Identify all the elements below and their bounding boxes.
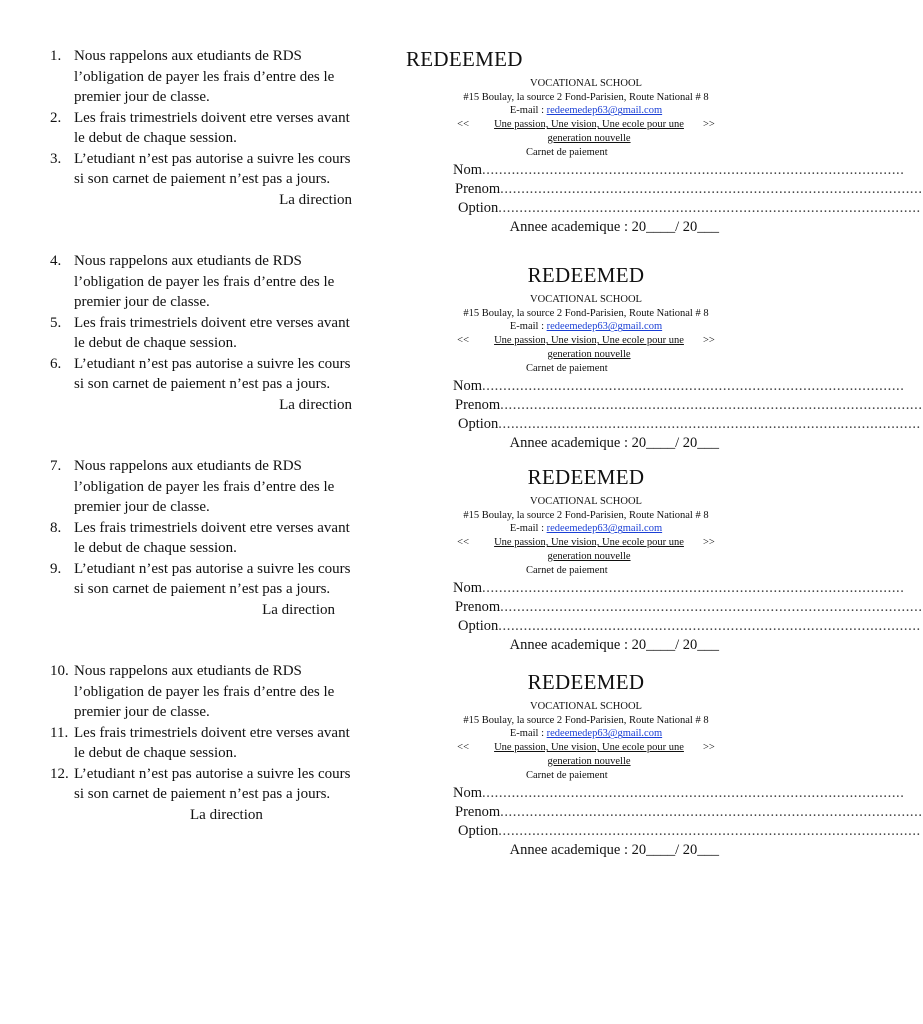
email-link[interactable]: redeemedep63@gmail.com xyxy=(546,321,663,333)
signature: La direction xyxy=(279,191,352,208)
nom-field[interactable] xyxy=(453,377,905,396)
prenom-label: Prenom xyxy=(455,397,501,414)
slogan-text: Une passion, Une vision, Une ecole pour une generation nouvelle xyxy=(494,742,684,767)
school-name: VOCATIONAL SCHOOL xyxy=(530,496,642,507)
dotted-line: .................................................................................................... xyxy=(482,378,905,395)
option-field[interactable] xyxy=(458,415,921,434)
prenom-label: Prenom xyxy=(455,599,501,616)
payment-card-1 xyxy=(406,47,923,237)
nom-label: Nom xyxy=(453,785,482,802)
email-label: E-mail : xyxy=(509,728,547,740)
item-text: Nous rappelons aux etudiants de RDS l’obligation de payer les frais d’entre des le premier jour de classe. xyxy=(74,458,335,515)
address: #15 Boulay, la source 2 Fond-Parisien, Route National # 8 xyxy=(463,91,709,103)
item-text: Nous rappelons aux etudiants de RDS l’obligation de payer les frais d’entre des le premier jour de classe. xyxy=(74,48,335,105)
nom-label: Nom xyxy=(453,580,482,597)
slogan xyxy=(453,334,719,361)
notice-item xyxy=(50,723,360,764)
signature: La direction xyxy=(262,601,335,618)
email-label: E-mail : xyxy=(509,523,547,535)
item-number: 12. xyxy=(50,765,69,782)
slogan xyxy=(453,118,719,145)
dotted-line: .................................................................................................... xyxy=(482,162,905,179)
email-line xyxy=(453,104,719,118)
dotted-line: .................................................................................................... xyxy=(498,823,921,840)
prenom-label: Prenom xyxy=(455,181,501,198)
dotted-line: .................................................................................................... xyxy=(500,397,923,414)
notice-item xyxy=(50,559,360,600)
dotted-line: .................................................................................................... xyxy=(482,785,905,802)
item-number: 3. xyxy=(50,150,62,167)
slogan-open: << xyxy=(457,119,469,131)
nom-field[interactable] xyxy=(453,161,905,180)
nom-label: Nom xyxy=(453,162,482,179)
option-field[interactable] xyxy=(458,822,921,841)
carnet-label: Carnet de paiement xyxy=(526,362,608,374)
slogan-close: >> xyxy=(703,119,715,131)
slogan-open: << xyxy=(457,335,469,347)
prenom-field[interactable] xyxy=(455,598,923,617)
option-label: Option xyxy=(458,618,499,635)
item-number: 11. xyxy=(50,724,69,741)
item-number: 5. xyxy=(50,314,62,331)
item-number: 1. xyxy=(50,48,62,64)
item-number: 10. xyxy=(50,663,69,679)
academic-year: Annee academique : 20____/ 20___ xyxy=(509,435,719,452)
notice-item xyxy=(50,46,360,108)
email-label: E-mail : xyxy=(509,105,547,117)
notice-item xyxy=(50,354,360,395)
notice-item xyxy=(50,251,360,313)
dotted-line: .................................................................................................... xyxy=(498,416,921,433)
address: #15 Boulay, la source 2 Fond-Parisien, Route National # 8 xyxy=(463,509,709,521)
item-number: 8. xyxy=(50,519,62,536)
brand-title: REDEEMED xyxy=(527,263,645,287)
carnet-label: Carnet de paiement xyxy=(526,146,608,158)
slogan xyxy=(453,536,719,563)
option-label: Option xyxy=(458,823,499,840)
notice-item xyxy=(50,456,360,518)
notice-block-1 xyxy=(50,46,360,210)
slogan-text: Une passion, Une vision, Une ecole pour une generation nouvelle xyxy=(494,537,684,562)
dotted-line: .................................................................................................... xyxy=(500,804,923,821)
payment-card-4 xyxy=(453,670,923,860)
payment-card-3 xyxy=(453,465,923,655)
item-number: 6. xyxy=(50,355,62,372)
email-line xyxy=(453,727,719,741)
item-text: Les frais trimestriels doivent etre verses avant le debut de chaque session. xyxy=(74,724,350,761)
prenom-field[interactable] xyxy=(455,180,923,199)
notice-item xyxy=(50,313,360,354)
brand-title: REDEEMED xyxy=(527,465,645,489)
notice-item xyxy=(50,764,360,805)
dotted-line: .................................................................................................... xyxy=(498,200,921,217)
carnet-label: Carnet de paiement xyxy=(526,769,608,781)
notice-block-3 xyxy=(50,456,360,620)
prenom-field[interactable] xyxy=(455,803,923,822)
dotted-line: .................................................................................................... xyxy=(500,599,923,616)
item-text: L’etudiant n’est pas autorise a suivre les cours si son carnet de paiement n’est pas a jours. xyxy=(74,150,351,187)
email-label: E-mail : xyxy=(509,321,547,333)
item-number: 4. xyxy=(50,253,62,269)
item-text: L’etudiant n’est pas autorise a suivre les cours si son carnet de paiement n’est pas a jours. xyxy=(74,355,351,392)
item-text: Les frais trimestriels doivent etre verses avant le debut de chaque session. xyxy=(74,314,350,351)
notice-item xyxy=(50,518,360,559)
item-number: 2. xyxy=(50,109,62,126)
dotted-line: .................................................................................................... xyxy=(482,580,905,597)
prenom-label: Prenom xyxy=(455,804,501,821)
item-text: Nous rappelons aux etudiants de RDS l’obligation de payer les frais d’entre des le premier jour de classe. xyxy=(74,663,335,720)
email-link[interactable]: redeemedep63@gmail.com xyxy=(546,523,663,535)
signature: La direction xyxy=(190,806,263,823)
item-text: L’etudiant n’est pas autorise a suivre les cours si son carnet de paiement n’est pas a jours. xyxy=(74,765,351,802)
slogan xyxy=(453,741,719,768)
slogan-close: >> xyxy=(703,742,715,754)
item-number: 9. xyxy=(50,560,62,577)
email-line xyxy=(453,320,719,334)
academic-year: Annee academique : 20____/ 20___ xyxy=(509,219,719,236)
school-name: VOCATIONAL SCHOOL xyxy=(530,294,642,305)
option-label: Option xyxy=(458,200,499,217)
notice-block-2 xyxy=(50,251,360,415)
item-text: Les frais trimestriels doivent etre verses avant le debut de chaque session. xyxy=(74,109,350,146)
slogan-close: >> xyxy=(703,335,715,347)
item-text: Les frais trimestriels doivent etre verses avant le debut de chaque session. xyxy=(74,519,350,556)
item-text: L’etudiant n’est pas autorise a suivre les cours si son carnet de paiement n’est pas a jours. xyxy=(74,560,351,597)
brand-title: REDEEMED xyxy=(527,670,645,694)
brand-title: REDEEMED xyxy=(406,47,523,71)
notice-block-4 xyxy=(50,661,360,825)
slogan-open: << xyxy=(457,742,469,754)
notice-item xyxy=(50,149,360,190)
payment-card-2 xyxy=(453,263,923,453)
item-text: Nous rappelons aux etudiants de RDS l’obligation de payer les frais d’entre des le premier jour de classe. xyxy=(74,253,335,310)
option-field[interactable] xyxy=(458,199,921,218)
item-number: 7. xyxy=(50,458,62,474)
address: #15 Boulay, la source 2 Fond-Parisien, Route National # 8 xyxy=(463,307,709,319)
nom-field[interactable] xyxy=(453,784,905,803)
carnet-label: Carnet de paiement xyxy=(526,564,608,576)
slogan-text: Une passion, Une vision, Une ecole pour une generation nouvelle xyxy=(494,119,684,144)
option-field[interactable] xyxy=(458,617,921,636)
nom-label: Nom xyxy=(453,378,482,395)
school-name: VOCATIONAL SCHOOL xyxy=(530,701,642,712)
slogan-text: Une passion, Une vision, Une ecole pour une generation nouvelle xyxy=(494,335,684,360)
school-name: VOCATIONAL SCHOOL xyxy=(530,78,642,89)
notice-item xyxy=(50,108,360,149)
dotted-line: .................................................................................................... xyxy=(498,618,921,635)
academic-year: Annee academique : 20____/ 20___ xyxy=(509,637,719,654)
slogan-open: << xyxy=(457,537,469,549)
slogan-close: >> xyxy=(703,537,715,549)
signature: La direction xyxy=(279,396,352,413)
email-line xyxy=(453,522,719,536)
prenom-field[interactable] xyxy=(455,396,923,415)
academic-year: Annee academique : 20____/ 20___ xyxy=(509,842,719,859)
nom-field[interactable] xyxy=(453,579,905,598)
option-label: Option xyxy=(458,416,499,433)
notice-item xyxy=(50,661,360,723)
email-link[interactable]: redeemedep63@gmail.com xyxy=(546,105,663,117)
dotted-line: .................................................................................................... xyxy=(500,181,923,198)
address: #15 Boulay, la source 2 Fond-Parisien, Route National # 8 xyxy=(463,714,709,726)
email-link[interactable]: redeemedep63@gmail.com xyxy=(546,728,663,740)
